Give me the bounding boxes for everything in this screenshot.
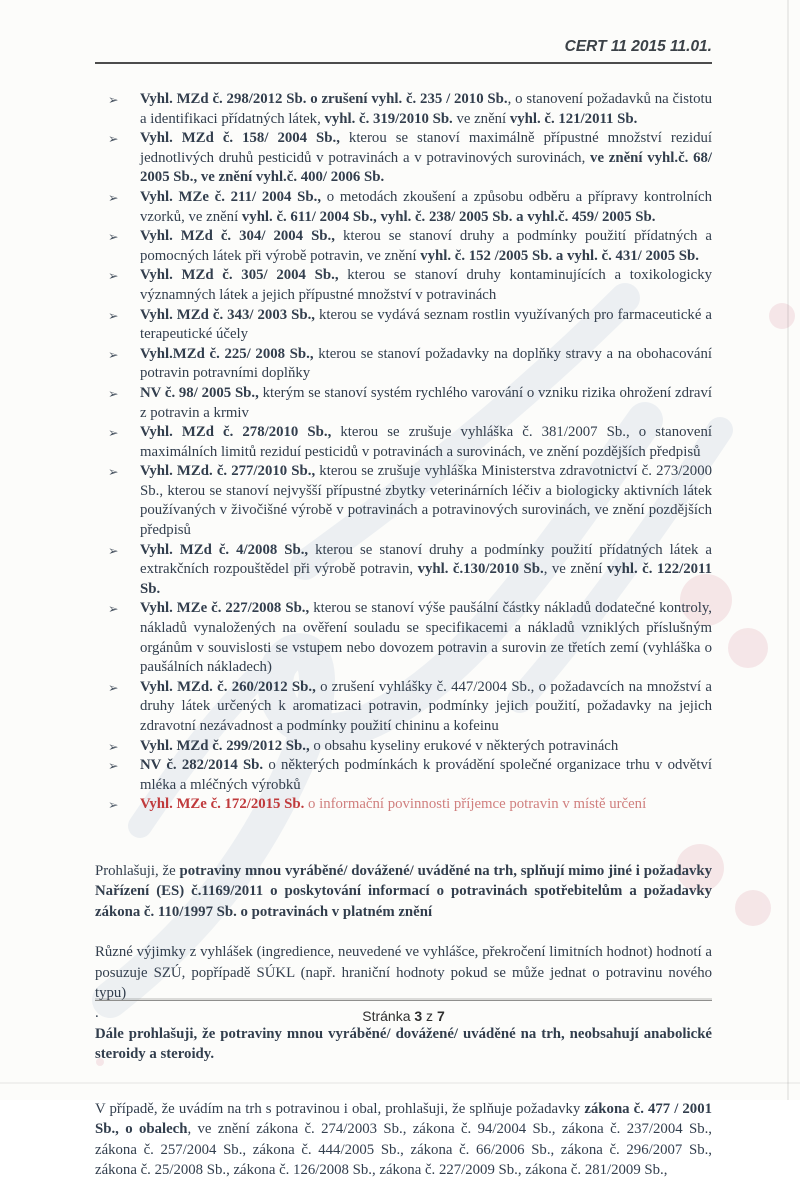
regulation-text: Vyhl. MZd č. 278/2010 Sb.,: [140, 424, 332, 441]
regulation-text: kterou se stanoví maximálně přípustné množství reziduí jednotlivých druhů pesticidů v potravinách a v potravinových surovinách,: [140, 130, 712, 166]
regulation-item: [95, 462, 712, 540]
regulation-text: kterou se vydává seznam rostlin využívaných pro farmaceutické a terapeutické účely: [140, 306, 712, 343]
regulation-item: [95, 423, 712, 462]
regulation-text: vyhl. č. 122/2011 Sb.: [140, 561, 712, 597]
regulation-text: , ve znění: [543, 561, 607, 578]
regulation-text: vyhl. č. 319/2010 Sb.: [324, 110, 453, 127]
regulation-text: kterou se stanoví druhy a podmínky použití přídatných a pomocných látek při výrobě potravin, ve znění: [140, 228, 712, 264]
arrow-bullet-icon: ➢: [108, 542, 119, 558]
regulation-text: Vyhl. MZe č. 227/2008 Sb.,: [140, 600, 310, 617]
regulation-item: [95, 188, 712, 227]
regulation-text: vyhl. č. 611/ 2004 Sb., vyhl. č. 238/ 2005 Sb. a vyhl.č. 459/ 2005 Sb.: [241, 208, 656, 225]
scan-edge-right: [787, 0, 789, 1100]
regulation-text: NV č. 282/2014 Sb.: [140, 757, 264, 774]
page-number: [95, 1008, 712, 1024]
regulation-text: kterou se stanoví druhy kontaminujících a toxikologicky významných látek a jejich přípustné množství v potravinách: [140, 267, 712, 303]
regulation-text: kterou se stanoví požadavky na doplňky stravy a na obohacování potravin potravními doplňky: [140, 345, 712, 382]
arrow-bullet-icon: ➢: [108, 758, 119, 774]
arrow-bullet-icon: ➢: [108, 131, 119, 147]
declaration-paragraph: [95, 1024, 712, 1065]
regulation-item: [95, 384, 712, 423]
regulation-text: ve znění vyhl.č. 68/ 2005 Sb., ve znění vyhl.č. 400/ 2006 Sb.: [140, 149, 713, 186]
regulation-text: Vyhl.MZd č. 225/ 2008 Sb.,: [140, 345, 314, 362]
paragraph-text: V případě, že uvádím na trh s potravinou i obal, prohlašuji, že splňuje požadavky: [95, 1100, 585, 1117]
regulation-text: o zrušení vyhlášky č. 447/2004 Sb., o požadavcích na množství a druhy látek určených k aromatizaci potravin, podmínky jejich použití, požadavky na jejich zdravotní nezávadnost a podmínky použití chininu a kofeinu: [140, 678, 712, 734]
regulation-text: o některých podmínkách k provádění společné organizace trhu v odvětví mléka a mléčných výrobků: [140, 757, 712, 793]
footer-of-word: z: [422, 1008, 437, 1024]
regulation-text: Vyhl. MZd č. 158/ 2004 Sb.,: [140, 130, 340, 147]
declaration-paragraph: [95, 861, 712, 923]
regulation-item: [95, 266, 712, 305]
regulation-text: o obsahu kyseliny erukové v některých potravinách: [309, 737, 619, 754]
regulation-text: vyhl. č. 152 /2005 Sb. a vyhl. č. 431/ 2005 Sb.: [420, 247, 699, 264]
document-header: [95, 38, 712, 64]
regulation-text: o metodách zkoušení a způsobu odběru a přípravy kontrolních vzorků, ve znění: [140, 188, 712, 225]
regulation-text: ve znění: [452, 110, 510, 127]
regulation-text: kterou se stanoví druhy a podmínky použití přídatných látek a extrakčních rozpouštědel při výrobě potravin,: [140, 541, 712, 578]
regulation-item: [95, 737, 712, 757]
paragraph-text: zákona č. 477 / 2001 Sb., o obalech: [95, 1100, 712, 1138]
regulation-item: [95, 227, 712, 266]
arrow-bullet-icon: ➢: [108, 229, 119, 245]
arrow-bullet-icon: ➢: [108, 601, 119, 617]
paragraph-text: , ve znění zákona č. 274/2003 Sb., zákona č. 94/2004 Sb., zákona č. 237/2004 Sb., zákona č. 257/2004 Sb., zákona č. 444/2005 Sb., zákona č. 66/2006 Sb., zákona č. 296/2007 Sb., zákona č. 25/2008 Sb., zákona č. 126/2008 Sb., zákona č. 227/2009 Sb., zákona č. 281/2009 Sb.,: [95, 1121, 713, 1179]
regulation-text: , o stanovení požadavků na čistotu a identifikaci přídatných látek,: [140, 91, 712, 127]
regulation-text: kterou se zrušuje vyhláška Ministerstva zdravotnictví č. 273/2000 Sb., kterou se stanoví nejvyšší přípustné zbytky veterinárních léčiv a biologicky aktivních látek používaných v živočišné výrobě v potravinách a potravinových surovinách, ve znění pozdějších předpisů: [140, 463, 712, 539]
regulation-item: [95, 678, 712, 737]
header-doc-code: CERT 11 2015 11.01.: [564, 38, 712, 55]
regulation-text: Vyhl. MZd. č. 260/2012 Sb.,: [140, 678, 316, 695]
regulation-text: kterou se stanoví výše paušální částky nákladů dodatečné kontroly, nákladů vynaložených na ověření souladu se specifikacemi a nákladů vzniklých příslušným orgánům v souvislosti se vstupem nebo dovozem potravin a surovin ze třetích zemí (vyhláška o paušálních nákladech): [140, 600, 713, 676]
paragraph-text: .: [95, 1004, 99, 1021]
regulation-item: [95, 599, 712, 677]
paragraph-text: Prohlašuji, že: [95, 862, 180, 879]
paragraph-text: Různé výjimky z vyhlášek (ingredience, neuvedené ve vyhlášce, překročení limitních hodnot) hodnotí a posuzuje SZÚ, popřípadě SÚKL (např. hraniční hodnoty pokud se může jednat o potravinu nového typu): [95, 944, 712, 1002]
regulation-text: vyhl. č.130/2010 Sb.: [417, 561, 544, 578]
regulation-text: Vyhl. MZd č. 298/2012 Sb. o zrušení vyhl. č. 235 / 2010 Sb.: [140, 91, 508, 107]
footer-page-word: Stránka: [362, 1008, 415, 1024]
regulation-text: Vyhl. MZd č. 4/2008 Sb.,: [140, 541, 309, 558]
paragraph-text: Dále prohlašuji, že potraviny mnou vyráběné/ dovážené/ uváděné na trh, neobsahují anabolické steroidy a steroidy.: [95, 1025, 712, 1063]
regulation-text: o informační povinnosti příjemce potravin v místě určení: [304, 796, 647, 813]
regulation-text: Vyhl. MZd č. 304/ 2004 Sb.,: [140, 228, 335, 245]
arrow-bullet-icon: ➢: [108, 307, 119, 323]
regulation-item: [95, 90, 712, 129]
arrow-bullet-icon: ➢: [108, 797, 119, 813]
arrow-bullet-icon: ➢: [108, 385, 119, 401]
document-footer: [95, 1000, 712, 1024]
regulation-item: [95, 129, 712, 188]
regulation-text: Vyhl. MZd č. 299/2012 Sb.,: [140, 737, 310, 754]
regulation-text: NV č. 98/ 2005 Sb.,: [140, 384, 259, 401]
regulation-text: Vyhl. MZd č. 343/ 2003 Sb.,: [140, 306, 315, 323]
regulation-text: kterou se zrušuje vyhláška č. 381/2007 Sb., o stanovení maximálních limitů reziduí pesticidů v potravinách a surovinách, ve znění pozdějších předpisů: [140, 424, 712, 460]
regulation-item: [95, 541, 712, 600]
declaration-paragraph: [95, 942, 712, 1004]
regulation-item: [95, 795, 712, 815]
regulation-text: Vyhl. MZe č. 172/2015 Sb.: [140, 796, 305, 813]
regulation-text: Vyhl. MZe č. 211/ 2004 Sb.,: [140, 188, 322, 205]
footer-total: 7: [436, 1008, 445, 1024]
regulation-list: [95, 90, 712, 815]
declaration-paragraph: [95, 1099, 712, 1181]
regulation-item: [95, 306, 712, 345]
regulation-item: [95, 345, 712, 384]
arrow-bullet-icon: ➢: [108, 464, 119, 480]
regulation-text: Vyhl. MZd č. 305/ 2004 Sb.,: [140, 267, 339, 284]
arrow-bullet-icon: ➢: [108, 268, 119, 284]
regulation-item: [95, 756, 712, 795]
arrow-bullet-icon: ➢: [108, 346, 119, 362]
footer-page-num: 3: [414, 1008, 423, 1024]
arrow-bullet-icon: ➢: [108, 92, 119, 107]
regulation-text: kterým se stanoví systém rychlého varování o vzniku rizika ohrožení zdraví z potravin a krmiv: [140, 384, 712, 421]
arrow-bullet-icon: ➢: [108, 425, 119, 441]
arrow-bullet-icon: ➢: [108, 189, 119, 205]
paragraph-text: potraviny mnou vyráběné/ dovážené/ uváděné na trh, splňují mimo jiné i požadavky Nařízení (ES) č.1169/2011 o poskytování informací o potravinách spotřebitelům a požadavky zákona č. 110/1997 Sb. o potravinách v platném znění: [95, 862, 712, 920]
regulation-text: vyhl. č. 121/2011 Sb.: [509, 110, 638, 127]
arrow-bullet-icon: ➢: [108, 679, 119, 695]
arrow-bullet-icon: ➢: [108, 738, 119, 754]
regulation-text: Vyhl. MZd. č. 277/2010 Sb.,: [140, 463, 316, 480]
